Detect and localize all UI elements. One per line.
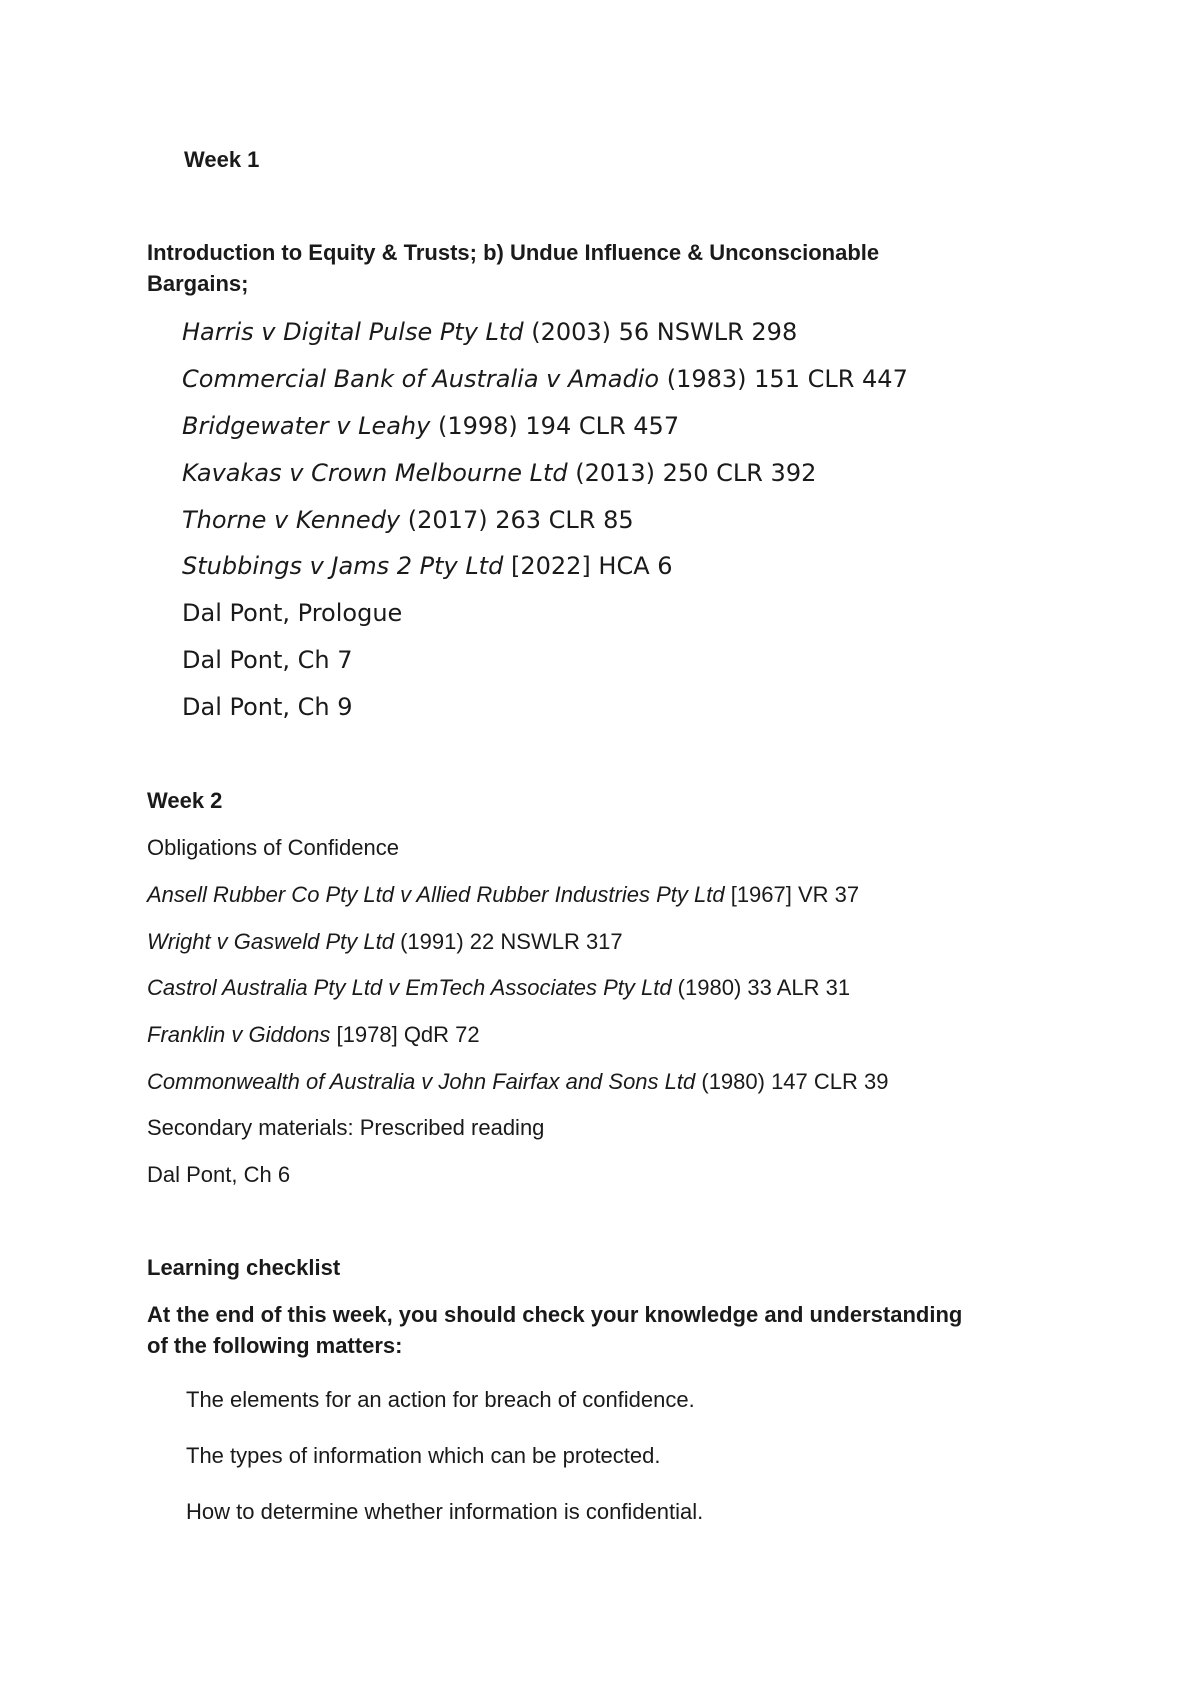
week2-case	[147, 1022, 480, 1048]
week1-case	[182, 506, 634, 534]
checklist-intro-line1: At the end of this week, you should check your knowledge and understanding	[147, 1302, 963, 1327]
case-name: Stubbings v Jams 2 Pty Ltd	[182, 552, 504, 580]
week1-case	[182, 365, 908, 393]
week1-case	[182, 459, 816, 487]
week1-case	[182, 552, 673, 580]
case-citation: [2022] HCA 6	[503, 552, 673, 580]
week1-reading: Dal Pont, Prologue	[182, 599, 403, 627]
case-name: Bridgewater v Leahy	[182, 412, 431, 440]
case-name: Franklin v Giddons	[147, 1022, 331, 1047]
week1-reading: Dal Pont, Ch 7	[182, 646, 353, 674]
week2-case	[147, 929, 623, 955]
case-citation: (1983) 151 CLR 447	[659, 365, 908, 393]
week2-topic: Obligations of Confidence	[147, 835, 399, 860]
checklist-item: The types of information which can be protected.	[186, 1443, 661, 1468]
case-citation: (2013) 250 CLR 392	[567, 459, 817, 487]
week1-topic-line1: Introduction to Equity & Trusts; b) Undue Influence & Unconscionable	[147, 240, 880, 265]
case-citation: (1998) 194 CLR 457	[430, 412, 680, 440]
checklist-item: The elements for an action for breach of confidence.	[186, 1387, 695, 1412]
case-citation: [1967] VR 37	[724, 882, 860, 907]
week2-heading: Week 2	[147, 788, 223, 813]
week2-case	[147, 975, 850, 1001]
case-name: Castrol Australia Pty Ltd v EmTech Associates Pty Ltd	[147, 975, 672, 1000]
case-name: Thorne v Kennedy	[182, 506, 401, 534]
case-citation: (1991) 22 NSWLR 317	[393, 929, 623, 954]
case-citation: (2017) 263 CLR 85	[400, 506, 634, 534]
checklist-heading: Learning checklist	[147, 1255, 341, 1280]
week1-heading: Week 1	[184, 147, 260, 172]
case-name: Kavakas v Crown Melbourne Ltd	[182, 459, 568, 487]
case-name: Commonwealth of Australia v John Fairfax and Sons Ltd	[147, 1069, 696, 1094]
case-citation: (2003) 56 NSWLR 298	[523, 318, 798, 346]
case-name: Harris v Digital Pulse Pty Ltd	[182, 318, 524, 346]
week1-case	[182, 318, 797, 346]
week1-case	[182, 412, 679, 440]
case-name: Wright v Gasweld Pty Ltd	[147, 929, 394, 954]
week2-secondary-materials: Secondary materials: Prescribed reading	[147, 1115, 545, 1140]
week2-reading: Dal Pont, Ch 6	[147, 1162, 291, 1187]
case-citation: (1980) 33 ALR 31	[671, 975, 851, 1000]
week1-topic-line2: Bargains;	[147, 271, 249, 296]
case-name: Ansell Rubber Co Pty Ltd v Allied Rubber Industries Pty Ltd	[147, 882, 725, 907]
checklist-intro-line2: of the following matters:	[147, 1333, 403, 1358]
week2-case	[147, 1069, 888, 1095]
case-citation: [1978] QdR 72	[330, 1022, 480, 1047]
week2-case	[147, 882, 859, 908]
checklist-item: How to determine whether information is confidential.	[186, 1499, 704, 1524]
week1-reading: Dal Pont, Ch 9	[182, 693, 353, 721]
case-citation: (1980) 147 CLR 39	[695, 1069, 889, 1094]
case-name: Commercial Bank of Australia v Amadio	[182, 365, 660, 393]
